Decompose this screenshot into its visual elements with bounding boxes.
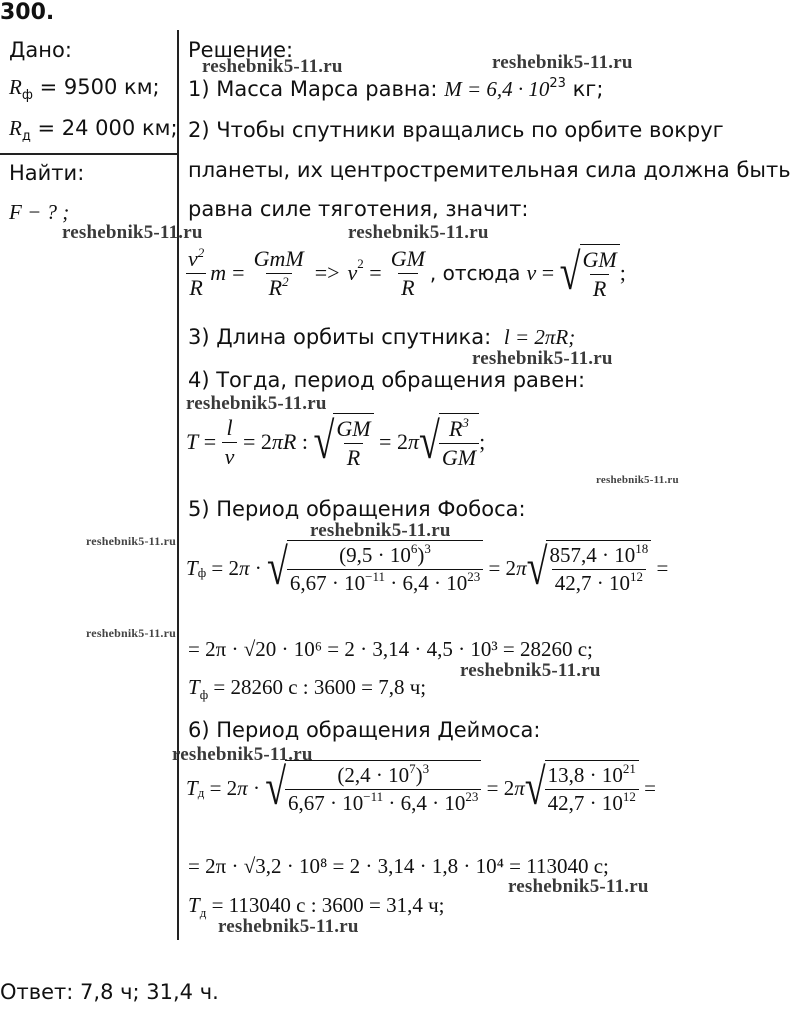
- step2-line3: равна силе тяготения, значит:: [188, 197, 529, 221]
- deimos-period-formula: T д = 2 π · √ $\frac{(2,4 \cdot 10^7)^3}{6,67 \cdot 10^{-11} \cdot 6,4 \cdot 10^{23}}$ = 2 π √ $\frac{13,8 \cdot 10^{21}}{42,7 \cdot 10^{12}}$ =: [186, 759, 656, 817]
- given-r-phobos: $R_ф = 9500$ км;: [9, 75, 160, 103]
- step6: 6) Период обращения Деймоса:: [188, 718, 541, 742]
- watermark: reshebnik5-11.ru: [310, 520, 451, 541]
- watermark: reshebnik5-11.ru: [172, 744, 313, 765]
- watermark: reshebnik5-11.ru: [508, 876, 649, 897]
- step1: 1) Масса Марса равна: $M = 6,4 \cdot 10^{23}$ кг;: [188, 76, 604, 101]
- watermark: reshebnik5-11.ru: [86, 534, 176, 548]
- period-formula: T = $\frac{l}{v}$ = 2 πR : √ $\frac{GM}{R}$ = 2 π √ $\frac{R^3}{GM}$ ;: [186, 413, 486, 471]
- watermark: reshebnik5-11.ru: [492, 52, 633, 73]
- watermark: reshebnik5-11.ru: [186, 393, 327, 414]
- deimos-line2: = 2π · √3,2 · 10⁸ = 2 · 3,14 · 1,8 · 10⁴ = 113040 с;: [188, 854, 609, 878]
- centripetal-equation: $\frac{v^2}{R}$ m = $\frac{\text{GmM}}{R^2}$ => v 2 = $\frac{GM}{R}$ , отсюда v = √ $\frac{GM}{R}$ ;: [188, 244, 626, 302]
- watermark: reshebnik5-11.ru: [472, 348, 613, 369]
- watermark: reshebnik5-11.ru: [460, 660, 601, 681]
- watermark: reshebnik5-11.ru: [596, 474, 679, 486]
- step2-line1: 2) Чтобы спутники вращались по орбите вокруг: [188, 118, 724, 142]
- watermark: reshebnik5-11.ru: [62, 222, 203, 243]
- watermark: reshebnik5-11.ru: [348, 222, 489, 243]
- horizontal-divider: [0, 153, 178, 155]
- solution-heading: Решение:: [188, 38, 294, 62]
- phobos-line2: = 2π · √20 · 10⁶ = 2 · 3,14 · 4,5 · 10³ = 28260 с;: [188, 637, 593, 661]
- phobos-line3: $T_ф = 28260$ с : 3600 = 7,8 ч;: [188, 675, 427, 702]
- find-heading: Найти:: [9, 161, 85, 185]
- given-heading: Дано:: [9, 38, 72, 62]
- given-r-deimos: $R_д = 24$ 000 км;: [9, 116, 178, 144]
- watermark: reshebnik5-11.ru: [218, 916, 359, 937]
- vertical-divider: [177, 30, 179, 940]
- deimos-line3: $T_д = 113040$ с : 3600 = 31,4 ч;: [188, 893, 445, 920]
- problem-number: 300.: [0, 0, 55, 25]
- watermark: reshebnik5-11.ru: [202, 56, 343, 77]
- phobos-period-formula: T ф = 2 π · √ $\frac{(9,5 \cdot 10^6)^3}{6,67 \cdot 10^{-11} \cdot 6,4 \cdot 10^{23}}$ = 2 π √ $\frac{857,4 \cdot 10^{18}}{42,7 \cdot 10^{12}}$ =: [186, 539, 669, 597]
- step4: 4) Тогда, период обращения равен:: [188, 368, 586, 392]
- step5: 5) Период обращения Фобоса:: [188, 497, 526, 521]
- step3: 3) Длина орбиты спутника: l = 2πR;: [188, 325, 576, 349]
- watermark: reshebnik5-11.ru: [86, 626, 176, 640]
- answer: Ответ: 7,8 ч; 31,4 ч.: [0, 980, 219, 1004]
- step2-line2: планеты, их центростремительная сила должна быть: [188, 158, 791, 182]
- find-target: F − ? ;: [9, 200, 70, 224]
